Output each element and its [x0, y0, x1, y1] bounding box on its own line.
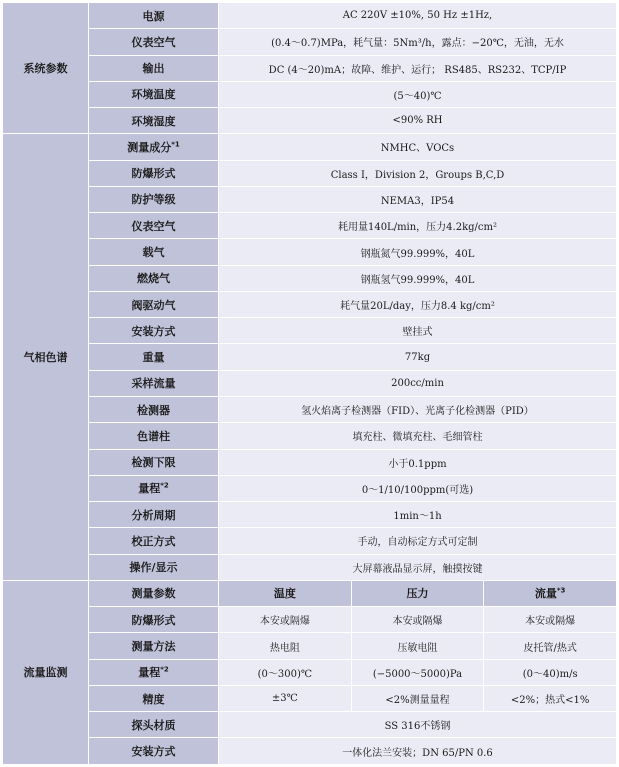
table-row — [3, 528, 617, 554]
table-row — [3, 291, 617, 317]
footnote-mark: *2 — [160, 481, 169, 490]
row-label: 环境温度 — [89, 81, 219, 107]
table-row — [3, 344, 617, 370]
table-row — [3, 370, 617, 396]
row-value: Class Ⅰ，Division 2，Groups B,C,D — [219, 160, 617, 186]
section-title-gc: 气相色谱 — [3, 134, 89, 581]
row-label: 重量 — [89, 344, 219, 370]
footnote-mark: *1 — [171, 140, 180, 149]
row-value: 大屏幕液晶显示屏，触摸按键 — [219, 554, 617, 580]
table-row — [3, 239, 617, 265]
table-row — [3, 738, 617, 765]
row-label: 仪表空气 — [89, 29, 219, 55]
row-label-text: 量程 — [138, 482, 161, 496]
section-title-flow: 流量监测 — [3, 580, 89, 764]
row-label: 防爆形式 — [89, 607, 219, 633]
row-value: NEMA3，IP54 — [219, 186, 617, 212]
row-value: 耗用量140L/min，压力4.2kg/cm² — [219, 213, 617, 239]
column-header-flow — [484, 580, 617, 606]
row-value: (5～40)℃ — [219, 81, 617, 107]
row-label: 输出 — [89, 55, 219, 81]
row-label: 燃烧气 — [89, 265, 219, 291]
row-value: NMHC、VOCs — [219, 134, 617, 160]
footnote-mark: *2 — [160, 665, 169, 674]
cell-pressure: 本安或隔爆 — [351, 607, 484, 633]
row-value: 壁挂式 — [219, 318, 617, 344]
table-row — [3, 108, 617, 134]
cell-temperature: ±3℃ — [219, 685, 352, 711]
row-value: 耗气量20L/day，压力8.4 kg/cm² — [219, 291, 617, 317]
table-row — [3, 502, 617, 528]
row-value: 一体化法兰安装；DN 65/PN 0.6 — [219, 738, 617, 765]
row-label: 校正方式 — [89, 528, 219, 554]
row-value: <90% RH — [219, 108, 617, 134]
table-row — [3, 55, 617, 81]
row-label: 防爆形式 — [89, 160, 219, 186]
row-label: 色谱柱 — [89, 423, 219, 449]
row-value: 0～1/10/100ppm(可选) — [219, 475, 617, 501]
cell-flow: 皮托管/热式 — [484, 633, 617, 659]
row-value: 1min～1h — [219, 502, 617, 528]
row-value: 钢瓶氮气99.999%，40L — [219, 239, 617, 265]
row-value: 77kg — [219, 344, 617, 370]
row-value: 氢火焰离子检测器（FID）、光离子化检测器（PID） — [219, 396, 617, 422]
table-row — [3, 554, 617, 580]
row-label: 测量参数 — [89, 580, 219, 606]
row-label: 载气 — [89, 239, 219, 265]
row-value: 手动，自动标定方式可定制 — [219, 528, 617, 554]
cell-pressure: (−5000～5000)Pa — [351, 659, 484, 685]
column-header-temperature: 温度 — [219, 580, 352, 606]
row-label: 安装方式 — [89, 318, 219, 344]
cell-temperature: 本安或隔爆 — [219, 607, 352, 633]
row-label — [89, 659, 219, 685]
column-header-pressure: 压力 — [351, 580, 484, 606]
row-value: (0.4～0.7)MPa，耗气量：5Nm³/h，露点：−20℃，无油，无水 — [219, 29, 617, 55]
cell-pressure: 压敏电阻 — [351, 633, 484, 659]
row-label — [89, 134, 219, 160]
row-label-text: 量程 — [138, 666, 161, 680]
table-row — [3, 580, 617, 606]
section-title-system: 系统参数 — [3, 3, 89, 134]
cell-flow: (0～40)m/s — [484, 659, 617, 685]
cell-pressure: <2%测量量程 — [351, 685, 484, 711]
row-value: 200cc/min — [219, 370, 617, 396]
row-label: 精度 — [89, 685, 219, 711]
row-label: 仪表空气 — [89, 213, 219, 239]
row-label: 分析周期 — [89, 502, 219, 528]
table-row — [3, 3, 617, 29]
spec-table-container — [2, 2, 617, 765]
spec-table — [2, 2, 617, 765]
table-row — [3, 423, 617, 449]
row-label: 电源 — [89, 3, 219, 29]
table-row — [3, 318, 617, 344]
row-label: 阀驱动气 — [89, 291, 219, 317]
row-label: 安装方式 — [89, 738, 219, 765]
cell-flow: 本安或隔爆 — [484, 607, 617, 633]
table-row — [3, 475, 617, 501]
table-row — [3, 659, 617, 685]
table-row — [3, 29, 617, 55]
table-row — [3, 213, 617, 239]
row-label: 测量方法 — [89, 633, 219, 659]
table-row — [3, 134, 617, 160]
cell-temperature: (0～300)℃ — [219, 659, 352, 685]
table-row — [3, 186, 617, 212]
row-value: DC (4～20)mA；故障、维护、运行； RS485、RS232、TCP/IP — [219, 55, 617, 81]
footnote-mark: *3 — [556, 586, 566, 595]
row-label: 检测下限 — [89, 449, 219, 475]
column-header-text: 流量 — [534, 587, 557, 601]
table-row — [3, 607, 617, 633]
row-value: AC 220V ±10%, 50 Hz ±1Hz, — [219, 3, 617, 29]
table-row — [3, 265, 617, 291]
table-row — [3, 712, 617, 738]
row-value: 填充柱、微填充柱、毛细管柱 — [219, 423, 617, 449]
row-label: 采样流量 — [89, 370, 219, 396]
table-row — [3, 160, 617, 186]
row-label: 环境湿度 — [89, 108, 219, 134]
table-row — [3, 685, 617, 711]
row-label: 操作/显示 — [89, 554, 219, 580]
row-label: 探头材质 — [89, 712, 219, 738]
row-value: 钢瓶氢气99.999%，40L — [219, 265, 617, 291]
row-label-text: 测量成分 — [127, 140, 172, 154]
row-label: 检测器 — [89, 396, 219, 422]
row-label: 防护等级 — [89, 186, 219, 212]
cell-flow: <2%；热式<1% — [484, 685, 617, 711]
table-row — [3, 396, 617, 422]
row-label — [89, 475, 219, 501]
table-row — [3, 449, 617, 475]
cell-temperature: 热电阻 — [219, 633, 352, 659]
row-value: SS 316不锈钢 — [219, 712, 617, 738]
table-row — [3, 81, 617, 107]
table-row — [3, 633, 617, 659]
row-value: 小于0.1ppm — [219, 449, 617, 475]
